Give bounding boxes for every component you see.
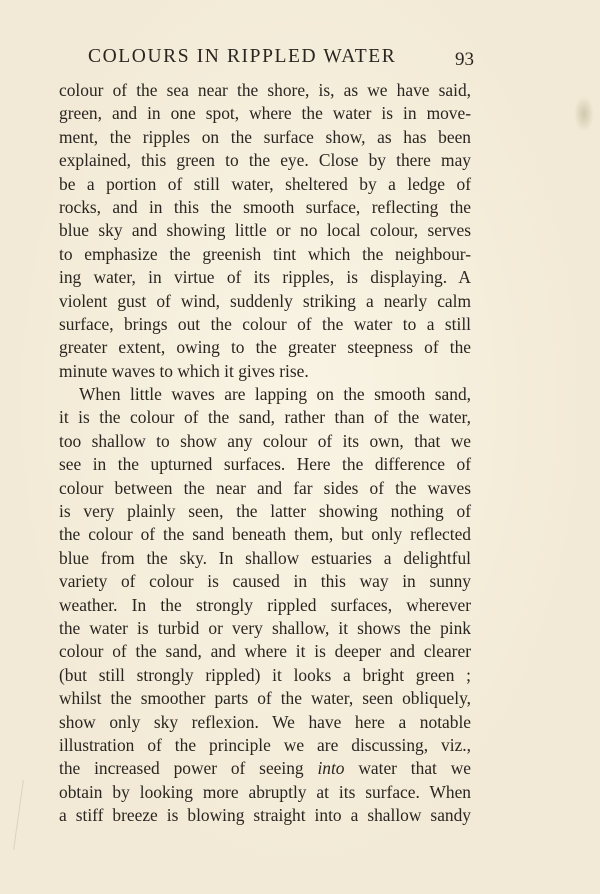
text-line: colour of the sand, and where it is deeper and clearer [59,641,471,662]
text-line: the colour of the sand beneath them, but only reflected [59,524,471,545]
text-line: weather. In the strongly rippled surfaces, wherever [59,594,471,615]
text-line: surface, brings out the colour of the water to a still [59,313,471,334]
emphasized-word: into [317,758,345,779]
text-line: is very plainly seen, the latter showing nothing of [59,501,471,522]
text-line: be a portion of still water, sheltered by a ledge of [59,173,471,194]
text-line: (but still strongly rippled) it looks a bright green ; [59,664,471,685]
text-line: too shallow to show any colour of its own, that we [59,430,471,451]
text-line: show only sky reflexion. We have here a notable [59,711,471,732]
text-line: colour of the sea near the shore, is, as we have said, [59,80,471,100]
text-line: a stiff breeze is blowing straight into a shallow sandy [59,805,471,826]
text-line: illustration of the principle we are discussing, viz., [59,734,471,755]
body-text [59,79,471,828]
text-line: obtain by looking more abruptly at its surface. When [59,781,471,802]
text-line: greater extent, owing to the greater steepness of the [59,337,471,358]
text-line: it is the colour of the sand, rather than of the water, [59,407,471,428]
page-header [88,46,474,72]
text-line: blue sky and showing little or no local colour, serves [59,220,471,241]
paper-crease [13,780,24,849]
text-fragment: water that we [344,758,471,779]
paragraph-first-line: When little waves are lapping on the smooth sand, [79,384,471,405]
running-head: COLOURS IN RIPPLED WATER [88,46,397,67]
paper-stain [574,96,594,132]
page-number: 93 [455,49,474,70]
text-line: whilst the smoother parts of the water, seen obliquely, [59,688,471,709]
text-line: explained, this green to the eye. Close by there may [59,150,471,171]
text-line: rocks, and in this the smooth surface, reflecting the [59,196,471,217]
text-line: blue from the sky. In shallow estuaries a delightful [59,547,471,568]
paragraph-end-line: minute waves to which it gives rise. [59,360,309,381]
text-line: violent gust of wind, suddenly striking a nearly calm [59,290,471,311]
text-line: ing water, in virtue of its ripples, is displaying. A [59,267,471,288]
text-line: green, and in one spot, where the water is in move- [59,103,471,124]
text-line: to emphasize the greenish tint which the neighbour- [59,243,471,264]
text-line: variety of colour is caused in this way in sunny [59,571,471,592]
text-line: colour between the near and far sides of the waves [59,477,471,498]
text-line: the water is turbid or very shallow, it shows the pink [59,617,471,638]
text-line: ment, the ripples on the surface show, as has been [59,126,471,147]
text-fragment: the increased power of seeing [59,758,318,779]
text-line: see in the upturned surfaces. Here the difference of [59,454,471,475]
text-line-with-emphasis [59,757,471,780]
